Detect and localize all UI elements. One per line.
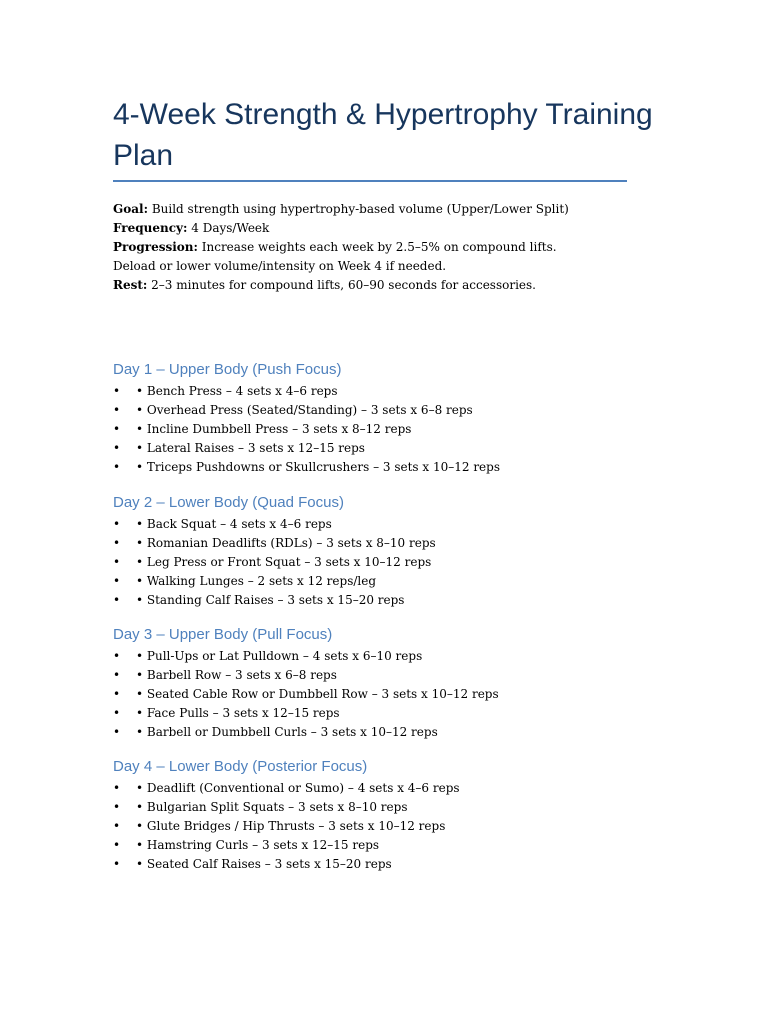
day-section bbox=[113, 757, 673, 874]
bullet-icon: • bbox=[113, 441, 121, 455]
exercise-text: • Lateral Raises – 3 sets x 12–15 reps bbox=[136, 441, 365, 455]
exercise-text: • Barbell Row – 3 sets x 6–8 reps bbox=[136, 668, 337, 682]
document-title: 4-Week Strength & Hypertrophy Training Plan bbox=[113, 98, 653, 172]
bullet-icon: • bbox=[113, 838, 121, 852]
progression-text: Increase weights each week by 2.5–5% on compound lifts. bbox=[197, 240, 557, 254]
bullet-icon: • bbox=[113, 536, 121, 550]
exercise-text: • Bulgarian Split Squats – 3 sets x 8–10 reps bbox=[136, 800, 408, 814]
exercise-item bbox=[113, 779, 673, 798]
bullet-icon: • bbox=[113, 819, 121, 833]
bullet-icon: • bbox=[113, 800, 121, 814]
exercise-list bbox=[113, 515, 673, 610]
exercise-text: • Seated Cable Row or Dumbbell Row – 3 sets x 10–12 reps bbox=[136, 687, 499, 701]
exercise-text: • Triceps Pushdowns or Skullcrushers – 3 sets x 10–12 reps bbox=[136, 460, 501, 474]
exercise-item bbox=[113, 723, 673, 742]
deload-line: Deload or lower volume/intensity on Week 4 if needed. bbox=[113, 259, 447, 273]
exercise-text: • Face Pulls – 3 sets x 12–15 reps bbox=[136, 706, 340, 720]
exercise-item bbox=[113, 817, 673, 836]
bullet-icon: • bbox=[113, 555, 121, 569]
exercise-text: • Seated Calf Raises – 3 sets x 15–20 reps bbox=[136, 857, 392, 871]
goal-text: Build strength using hypertrophy-based volume (Upper/Lower Split) bbox=[148, 202, 569, 216]
exercise-item bbox=[113, 439, 673, 458]
rest-label: Rest: bbox=[113, 278, 148, 292]
day-section bbox=[113, 625, 673, 742]
exercise-text: • Pull-Ups or Lat Pulldown – 4 sets x 6–10 reps bbox=[136, 649, 423, 663]
exercise-item bbox=[113, 685, 673, 704]
exercise-text: • Incline Dumbbell Press – 3 sets x 8–12 reps bbox=[136, 422, 412, 436]
exercise-text: • Hamstring Curls – 3 sets x 12–15 reps bbox=[136, 838, 380, 852]
goal-line bbox=[113, 200, 673, 219]
progression-label: Progression: bbox=[113, 240, 198, 254]
exercise-text: • Romanian Deadlifts (RDLs) – 3 sets x 8–10 reps bbox=[136, 536, 436, 550]
day-section bbox=[113, 360, 673, 477]
exercise-item bbox=[113, 572, 673, 591]
exercise-item bbox=[113, 553, 673, 572]
frequency-line bbox=[113, 219, 673, 238]
bullet-icon: • bbox=[113, 706, 121, 720]
day-section bbox=[113, 493, 673, 610]
frequency-text: 4 Days/Week bbox=[187, 221, 270, 235]
exercise-text: • Barbell or Dumbbell Curls – 3 sets x 10–12 reps bbox=[136, 725, 438, 739]
bullet-icon: • bbox=[113, 668, 121, 682]
bullet-icon: • bbox=[113, 460, 121, 474]
exercise-item bbox=[113, 515, 673, 534]
exercise-text: • Standing Calf Raises – 3 sets x 15–20 reps bbox=[136, 593, 405, 607]
exercise-item bbox=[113, 534, 673, 553]
exercise-text: • Glute Bridges / Hip Thrusts – 3 sets x 10–12 reps bbox=[136, 819, 446, 833]
bullet-icon: • bbox=[113, 403, 121, 417]
exercise-item bbox=[113, 420, 673, 439]
bullet-icon: • bbox=[113, 687, 121, 701]
exercise-item bbox=[113, 855, 673, 874]
title-underline bbox=[113, 180, 627, 182]
plan-summary bbox=[113, 200, 673, 295]
progression-line bbox=[113, 238, 673, 257]
exercise-text: • Overhead Press (Seated/Standing) – 3 sets x 6–8 reps bbox=[136, 403, 473, 417]
exercise-item bbox=[113, 836, 673, 855]
exercise-text: • Back Squat – 4 sets x 4–6 reps bbox=[136, 517, 332, 531]
exercise-item bbox=[113, 591, 673, 610]
exercise-text: • Leg Press or Front Squat – 3 sets x 10–12 reps bbox=[136, 555, 432, 569]
exercise-item bbox=[113, 704, 673, 723]
exercise-item bbox=[113, 401, 673, 420]
bullet-icon: • bbox=[113, 781, 121, 795]
bullet-icon: • bbox=[113, 422, 121, 436]
exercise-item bbox=[113, 666, 673, 685]
exercise-item bbox=[113, 647, 673, 666]
exercise-list bbox=[113, 647, 673, 742]
day-heading: Day 1 – Upper Body (Push Focus) bbox=[113, 361, 342, 378]
exercise-list bbox=[113, 779, 673, 874]
rest-line bbox=[113, 276, 673, 295]
bullet-icon: • bbox=[113, 725, 121, 739]
bullet-icon: • bbox=[113, 857, 121, 871]
bullet-icon: • bbox=[113, 649, 121, 663]
day-heading: Day 3 – Upper Body (Pull Focus) bbox=[113, 626, 333, 643]
day-heading: Day 4 – Lower Body (Posterior Focus) bbox=[113, 758, 368, 775]
bullet-icon: • bbox=[113, 384, 121, 398]
exercise-text: • Deadlift (Conventional or Sumo) – 4 sets x 4–6 reps bbox=[136, 781, 460, 795]
exercise-text: • Bench Press – 4 sets x 4–6 reps bbox=[136, 384, 338, 398]
exercise-list bbox=[113, 382, 673, 477]
bullet-icon: • bbox=[113, 574, 121, 588]
rest-text: 2–3 minutes for compound lifts, 60–90 seconds for accessories. bbox=[147, 278, 536, 292]
goal-label: Goal: bbox=[113, 202, 149, 216]
exercise-item bbox=[113, 382, 673, 401]
frequency-label: Frequency: bbox=[113, 221, 188, 235]
exercise-item bbox=[113, 458, 673, 477]
exercise-text: • Walking Lunges – 2 sets x 12 reps/leg bbox=[136, 574, 377, 588]
day-heading: Day 2 – Lower Body (Quad Focus) bbox=[113, 494, 344, 511]
bullet-icon: • bbox=[113, 517, 121, 531]
bullet-icon: • bbox=[113, 593, 121, 607]
exercise-item bbox=[113, 798, 673, 817]
